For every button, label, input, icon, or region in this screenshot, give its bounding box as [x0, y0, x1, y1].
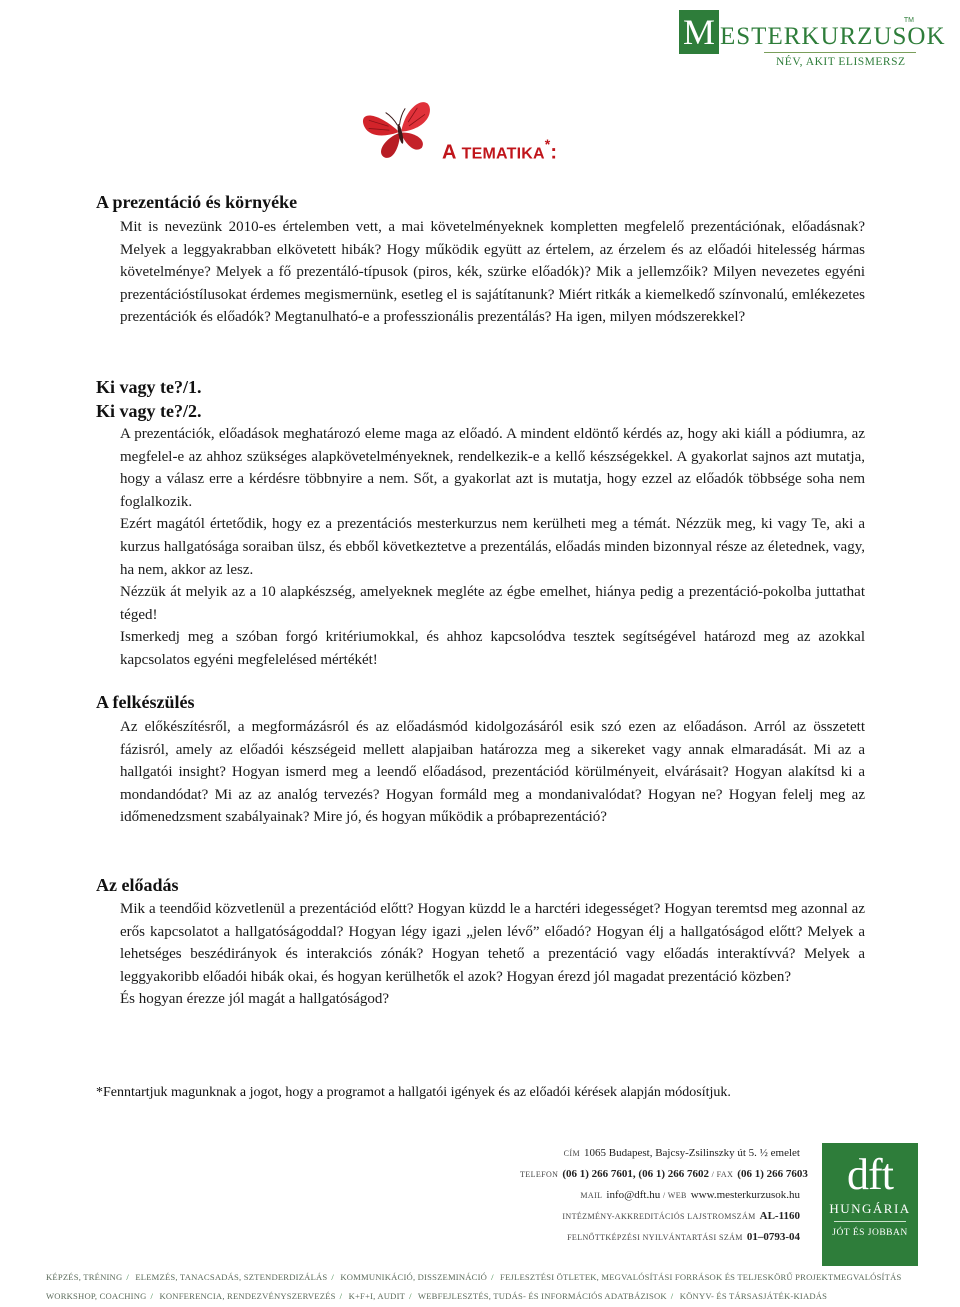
dft-slogan: JÓT ÉS JOBBAN	[832, 1228, 908, 1238]
website-link[interactable]: www.mesterkurzusok.hu	[690, 1189, 800, 1201]
paragraph: Ezért magától értetődik, hogy ez a prezentációs mesterkurzus nem kerülheti meg a témát. Nézzük meg, ki vagy Te, aki a kurzus hallgatósága soraiban ülsz, és ebből következtetve a prezentálás, előadás minden bizonnyal része az életednek, vagy, ha nem, akkor az lesz.	[120, 516, 865, 578]
section-heading-performance: Az előadás	[96, 875, 179, 895]
paragraph: Az előkészítésről, a megformázásról és az előadásmód kidolgozásáról esik szó ezen az előadáson. Arról az összetett fázisról, amely az előadói készségeid mellett alapjaiban határozza meg a sikereket vagy annak elmaradását. Mi az a hallgatói insight? Hogyan ismerd meg a leendő előadásod, prezentációd körülményeit, elvárásait? Hogyan alakítsd ki a mondandódat? Mi az az analóg tervezés? Hogyan formáld meg a mondanivalódat? Hogyan ne? Hogyan felelj meg az időmenedzsment szabályainak? Mire jó, és hogyan működik a próbaprezentáció?	[120, 719, 865, 826]
title-word: TEMATIKA	[461, 145, 545, 163]
paragraph: És hogyan érezze jól magát a hallgatóságod?	[120, 991, 390, 1008]
dft-name: dft	[847, 1150, 893, 1199]
paragraph: Mik a teendőid közvetlenül a prezentációd előtt? Hogyan küzdd le a harctéri idegességet? Hogyan teremtsd meg azonnal az erős kapcsolatot a hallgatóságoddal? Hogyan légy igazi „jelen lévő” előadó? Hogyan élj a hallgatóságod előtt? Melyek a lehetséges beszédirányok és interakciós zónák? Hogyan tehető a prezentáció vagy előadás interaktívvá? Melyek a leggyakoribb előadói hibák okai, és hogyan kerülhetők el azok? Hogyan érezd jól magadat prezentáció közben?	[120, 901, 865, 985]
paragraph: Nézzük át melyik az a 10 alapkészség, amelyeknek megléte az égbe emelhet, hiánya pedig a prezentáció-pokolba juttathat téged!	[120, 584, 865, 623]
services-line-2: WORKSHOP, COACHING / KONFERENCIA, RENDEZVÉNYSZERVEZÉS / K+F+I, AUDIT / WEBFEJLESZTÉS, TUDÁS- ÉS INFORMÁCIÓS ADATBÁZISOK / KÖNYV- ÉS TÁRSASJÁTÉK-KIADÁS	[46, 1291, 828, 1301]
contact-block	[520, 1143, 808, 1248]
paragraph: Ismerkedj meg a szóban forgó kritériumokkal, és ahhoz kapcsolódva tesztek segítségével határozd meg az azokkal kapcsolatos egyéni megfelelésed mértékét!	[120, 629, 865, 668]
title-asterisk: *	[544, 136, 551, 152]
section-text-preparation	[120, 716, 865, 829]
contact-mail-web: MAIL info@dft.hu / WEB www.mesterkurzusok.hu	[580, 1189, 800, 1201]
page-title	[442, 138, 557, 165]
contact-accreditation: INTÉZMÉNY-AKKREDITÁCIÓS LAJSTROMSZÁM AL-1160	[562, 1210, 800, 1222]
footnote: *Fenntartjuk magunknak a jogot, hogy a programot a hallgatói igények és az előadói kérések alapján módosítjuk.	[96, 1085, 731, 1100]
section-text-presentation	[120, 216, 865, 329]
logo-tagline: NÉV, AKIT ELISMERSZ	[776, 56, 906, 68]
section-heading-who-are-you-1: Ki vagy te?/1.	[96, 377, 202, 397]
mesterkurzusok-logo	[676, 2, 946, 72]
butterfly-icon	[360, 100, 440, 164]
title-colon: :	[550, 141, 558, 164]
paragraph: A prezentációk, előadások meghatározó eleme maga az előadó. A mindent eldöntő kérdés az, hogy aki kiáll a pódiumra, az megfelel-e az ahhoz szükséges alapkövetelményeknek, rendelkezik-e a kellő készségekkel. A gyakorlat sajnos azt mutatja, hogy a válasz erre a kérdésre többnyire a nem. Sőt, a gyakorlat azt is mutatja, hogy ezzel az előadók többsége soha nem foglalkozik.	[120, 426, 865, 510]
logo-divider	[764, 52, 916, 53]
contact-phone: TELEFON (06 1) 266 7601, (06 1) 266 7602 / FAX (06 1) 266 7603	[520, 1168, 808, 1180]
email-link[interactable]: info@dft.hu	[606, 1189, 661, 1201]
logo-wordmark	[676, 8, 946, 52]
section-heading-preparation: A felkészülés	[96, 692, 195, 712]
paragraph: Mit is nevezünk 2010-es értelemben vett, a mai követelményeknek kompletten megfelelő prezentációnak, előadásnak? Melyek a leggyakrabban elkövetett hibák? Hogy működik együtt az értelem, az érzelem és az előadói hitelesség hármas követelménye? Melyek a fő prezentáló-típusok (piros, kék, szürke előadók)? Mik a jellemzőik? Milyen nevezetes egyéni prezentációstílusokat érdemes megismernünk, esetleg el is sajátítanunk? Miért ritkák a kiemelkedő színvonalú, emlékezetes prezentációk és előadók? Megtanulható-e a professzionális prezentálás? Ha igen, milyen módszerekkel?	[120, 219, 865, 326]
section-text-performance	[120, 898, 865, 1011]
services-line-1: KÉPZÉS, TRÉNING / ELEMZÉS, TANACSADÁS, SZTENDERDIZÁLÁS / KOMMUNIKÁCIÓ, DISSZEMINÁCIÓ / FEJLESZTÉSI ÖTLETEK, MEGVALÓSÍTÁSI FORRÁSOK ÉS TELJESKÖRŰ PROJEKTMEGVALÓSÍTÁS	[46, 1272, 902, 1282]
logo-name: ESTERKURZUSOK	[720, 23, 946, 50]
section-heading-presentation: A prezentáció és környéke	[96, 192, 298, 212]
dft-divider	[834, 1221, 906, 1222]
title-initial: A	[442, 141, 456, 164]
logo-trademark: TM	[903, 17, 914, 24]
dft-hungaria-logo	[822, 1143, 918, 1266]
logo-initial: M	[679, 10, 719, 54]
section-text-who-are-you	[120, 423, 865, 672]
contact-address: CÍM 1065 Budapest, Bajcsy-Zsilinszky út 5. ½ emelet	[563, 1147, 800, 1159]
contact-registration: FELNŐTTKÉPZÉSI NYILVÁNTARTÁSI SZÁM 01–0793-04	[567, 1231, 800, 1243]
section-heading-who-are-you-2: Ki vagy te?/2.	[96, 401, 202, 421]
dft-country: HUNGÁRIA	[829, 1201, 911, 1216]
